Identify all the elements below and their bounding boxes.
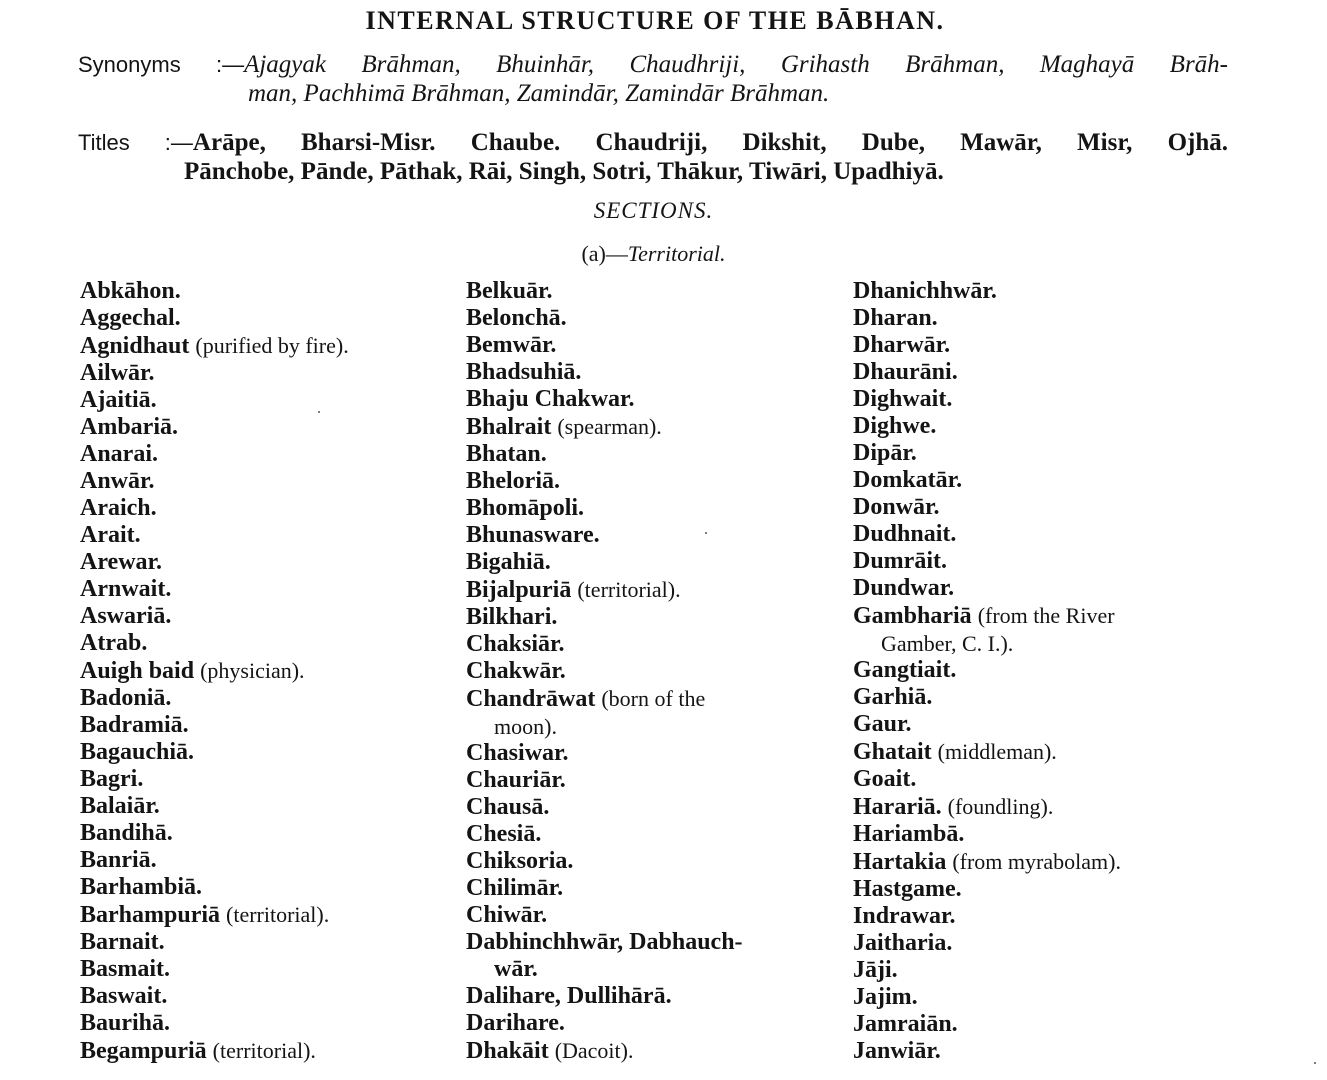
section-name: Bijalpuriā (466, 577, 572, 603)
section-name: Donwār. (853, 494, 940, 520)
section-gloss: (from myrabolam). (952, 849, 1121, 874)
section-entry (80, 495, 455, 522)
section-entry (466, 359, 830, 386)
section-entry (853, 930, 1227, 957)
section-name: Auigh baid (80, 658, 195, 684)
section-name: Dharwār. (853, 332, 951, 358)
section-name: Hartakia (853, 849, 947, 875)
section-name: Dighwe. (853, 413, 937, 439)
section-entry (853, 766, 1227, 793)
sections-heading: SECTIONS. (593, 198, 714, 223)
section-entry (80, 1037, 455, 1065)
section-name: Chauriār. (466, 767, 566, 793)
section-name: Araich. (80, 495, 157, 521)
section-entry (466, 767, 830, 794)
section-entry (466, 604, 830, 631)
section-gloss: (from the River (977, 603, 1115, 628)
print-speck (705, 532, 707, 534)
section-name: Ghatait (853, 739, 932, 765)
section-name: Basmait. (80, 956, 170, 982)
section-entry (80, 278, 455, 305)
section-name: Janwiār. (853, 1038, 941, 1064)
section-gloss: (Dacoit). (554, 1038, 634, 1063)
section-entry (466, 386, 830, 413)
subheading-prefix: (a)— (581, 241, 628, 266)
section-name: Chilimār. (466, 875, 564, 901)
section-name: Hariambā. (853, 821, 965, 847)
section-entry (466, 631, 830, 658)
section-name: Barhampuriā (80, 902, 221, 928)
section-name: Dundwar. (853, 575, 955, 601)
section-entry (466, 413, 830, 441)
section-entry (466, 685, 830, 740)
section-entry (80, 820, 455, 847)
section-entry (80, 522, 455, 549)
sections-column-2 (466, 278, 830, 1065)
section-name: Goait. (853, 766, 917, 792)
print-speck (318, 411, 320, 413)
section-name: Dharan. (853, 305, 938, 331)
section-entry (80, 983, 455, 1010)
section-name: Bigahiā. (466, 549, 551, 575)
section-entry (80, 1010, 455, 1037)
section-entry (853, 467, 1227, 494)
section-name: Atrab. (80, 630, 148, 656)
section-gloss: (purified by fire). (195, 333, 349, 358)
section-name: Bagauchiā. (80, 739, 195, 765)
section-entry (466, 332, 830, 359)
section-name: Badramiā. (80, 712, 189, 738)
section-entry (853, 305, 1227, 332)
section-name: Aggechal. (80, 305, 181, 331)
section-entry (466, 468, 830, 495)
section-entry (466, 658, 830, 685)
section-name: Badoniā. (80, 685, 172, 711)
section-name: Bhadsuhiā. (466, 359, 582, 385)
section-entry (466, 495, 830, 522)
section-gloss: (born of the (601, 686, 706, 711)
section-name: Bheloriā. (466, 468, 560, 494)
section-entry (80, 468, 455, 495)
section-entry (466, 902, 830, 929)
section-entry (853, 602, 1227, 657)
section-name: Chandrāwat (466, 686, 596, 712)
section-name: Garhiā. (853, 684, 933, 710)
section-entry (853, 1011, 1227, 1038)
section-gloss: (territorial). (226, 902, 330, 927)
section-entry (80, 305, 455, 332)
section-entry (466, 305, 830, 332)
section-name: Anarai. (80, 441, 158, 467)
titles-line-1: Arāpe, Bharsi-Misr. Chaube. Chaudriji, Dikshit, Dube, Mawār, Misr, Ojhā. (192, 129, 1228, 156)
section-name: Chiksoria. (466, 848, 574, 874)
section-name: Baurihā. (80, 1010, 171, 1036)
section-name: Dudhnait. (853, 521, 957, 547)
section-entry (80, 874, 455, 901)
section-name: Anwār. (80, 468, 155, 494)
section-entry (853, 332, 1227, 359)
section-name: Bemwār. (466, 332, 557, 358)
section-continuation: Gamber, C. I.). (881, 631, 1014, 656)
section-name: Dhanichhwār. (853, 278, 997, 304)
section-name: Belkuār. (466, 278, 553, 304)
section-entry (80, 630, 455, 657)
section-entry (853, 903, 1227, 930)
section-gloss: (physician). (200, 658, 305, 683)
section-gloss: (spearman). (557, 414, 662, 439)
section-entry (853, 711, 1227, 738)
section-name: Bhomāpoli. (466, 495, 585, 521)
section-name: Hastgame. (853, 876, 962, 902)
section-name: Dumrāit. (853, 548, 947, 574)
section-name: Belonchā. (466, 305, 567, 331)
section-entry (80, 414, 455, 441)
section-entry (466, 740, 830, 767)
section-entry (80, 360, 455, 387)
section-gloss: (foundling). (947, 794, 1054, 819)
section-entry (853, 984, 1227, 1011)
section-entry (853, 440, 1227, 467)
section-entry (80, 901, 455, 929)
section-entry (853, 848, 1227, 876)
section-name: Dabhinchhwār, Dabhauch- (466, 929, 743, 955)
section-name: Baswait. (80, 983, 168, 1009)
section-entry (853, 738, 1227, 766)
sections-column-1 (80, 278, 455, 1065)
section-name: Bandihā. (80, 820, 173, 846)
section-entry (466, 794, 830, 821)
section-entry (853, 494, 1227, 521)
section-name: Barnait. (80, 929, 165, 955)
section-name: Chaksiār. (466, 631, 565, 657)
section-name: Dighwait. (853, 386, 953, 412)
section-entry (466, 278, 830, 305)
subheading-label: Territorial. (627, 241, 726, 266)
section-name: Chausā. (466, 794, 550, 820)
section-name: Harariā. (853, 794, 942, 820)
section-name: Arnwait. (80, 576, 172, 602)
section-name: Bhalrait (466, 414, 552, 440)
section-entry (466, 821, 830, 848)
section-entry (853, 359, 1227, 386)
section-entry (80, 685, 455, 712)
section-name: Ailwār. (80, 360, 155, 386)
section-entry (853, 793, 1227, 821)
section-entry (466, 1010, 830, 1037)
section-entry (80, 956, 455, 983)
section-name: Aswariā. (80, 603, 172, 629)
section-entry (80, 576, 455, 603)
section-entry (466, 522, 830, 549)
section-name: Barhambiā. (80, 874, 203, 900)
titles-label: Titles :— (78, 130, 193, 155)
section-entry (80, 766, 455, 793)
section-name: Chasiwar. (466, 740, 569, 766)
section-entry (466, 441, 830, 468)
section-name: Banriā. (80, 847, 157, 873)
section-entry (466, 576, 830, 604)
section-gloss: (territorial). (212, 1038, 316, 1063)
section-entry (853, 278, 1227, 305)
section-entry (80, 739, 455, 766)
synonyms-line-2: man, Pachhimā Brāhman, Zamindār, Zamindār Brāhman. (248, 80, 830, 107)
section-name: Arewar. (80, 549, 162, 575)
section-entry (853, 957, 1227, 984)
section-name: Agnidhaut (80, 333, 190, 359)
section-entry (853, 657, 1227, 684)
titles-paragraph (78, 128, 1228, 186)
section-entry (466, 983, 830, 1010)
section-name: Dipār. (853, 440, 917, 466)
section-name: Chiwār. (466, 902, 548, 928)
page-title: INTERNAL STRUCTURE OF THE BĀBHAN. (365, 6, 945, 35)
print-speck (1314, 1062, 1316, 1064)
section-entry (853, 1038, 1227, 1065)
section-name: Jajim. (853, 984, 918, 1010)
section-name: Jaitharia. (853, 930, 953, 956)
section-gloss: (middleman). (937, 739, 1057, 764)
section-name: Bhaju Chakwar. (466, 386, 635, 412)
section-name: Darihare. (466, 1010, 565, 1036)
section-entry (853, 386, 1227, 413)
section-entry (80, 441, 455, 468)
section-entry (466, 1037, 830, 1065)
synonyms-paragraph (78, 50, 1228, 108)
section-name: Ambariā. (80, 414, 178, 440)
section-entry (80, 793, 455, 820)
section-name: Domkatār. (853, 467, 963, 493)
synonyms-label: Synonyms :— (78, 52, 245, 77)
section-entry (853, 821, 1227, 848)
section-name: Begampuriā (80, 1038, 207, 1064)
section-name: Jamraiān. (853, 1011, 958, 1037)
section-name: Bhatan. (466, 441, 547, 467)
section-entry (466, 875, 830, 902)
section-name: Arait. (80, 522, 141, 548)
section-name: Abkāhon. (80, 278, 181, 304)
titles-line-2: Pānchobe, Pānde, Pāthak, Rāi, Singh, Sotri, Thākur, Tiwāri, Upadhiyā. (184, 158, 944, 185)
section-name: Chakwār. (466, 658, 566, 684)
section-gloss: (territorial). (577, 577, 681, 602)
section-name: Indrawar. (853, 903, 956, 929)
section-name: Gambhariā (853, 603, 972, 629)
section-entry (853, 521, 1227, 548)
section-name: Bagri. (80, 766, 144, 792)
section-entry (80, 549, 455, 576)
section-entry (80, 332, 455, 360)
section-entry (853, 575, 1227, 602)
territorial-subheading (0, 241, 1307, 267)
section-continuation: moon). (494, 714, 557, 739)
section-entry (80, 712, 455, 739)
section-name: Chesiā. (466, 821, 542, 847)
section-name: Bhunasware. (466, 522, 600, 548)
section-name: Gangtiait. (853, 657, 957, 683)
section-entry (466, 549, 830, 576)
section-name: Dhakāit (466, 1038, 549, 1064)
section-name: Dhaurāni. (853, 359, 958, 385)
section-entry (466, 848, 830, 875)
section-entry (80, 847, 455, 874)
section-entry (853, 684, 1227, 711)
section-entry (853, 876, 1227, 903)
section-continuation: wār. (494, 956, 538, 982)
section-name: Gaur. (853, 711, 912, 737)
section-name: Balaiār. (80, 793, 160, 819)
section-entry (80, 387, 455, 414)
section-entry (853, 548, 1227, 575)
section-entry (80, 603, 455, 630)
section-name: Ajaitiā. (80, 387, 157, 413)
section-entry (466, 929, 830, 983)
section-name: Dalihare, Dullihārā. (466, 983, 672, 1009)
section-entry (80, 929, 455, 956)
section-entry (80, 657, 455, 685)
section-entry (853, 413, 1227, 440)
sections-column-3 (853, 278, 1227, 1065)
section-name: Bilkhari. (466, 604, 558, 630)
section-name: Jāji. (853, 957, 898, 983)
synonyms-line-1: Ajagyak Brāhman, Bhuinhār, Chaudhriji, Grihasth Brāhman, Maghayā Brāh- (244, 51, 1228, 78)
